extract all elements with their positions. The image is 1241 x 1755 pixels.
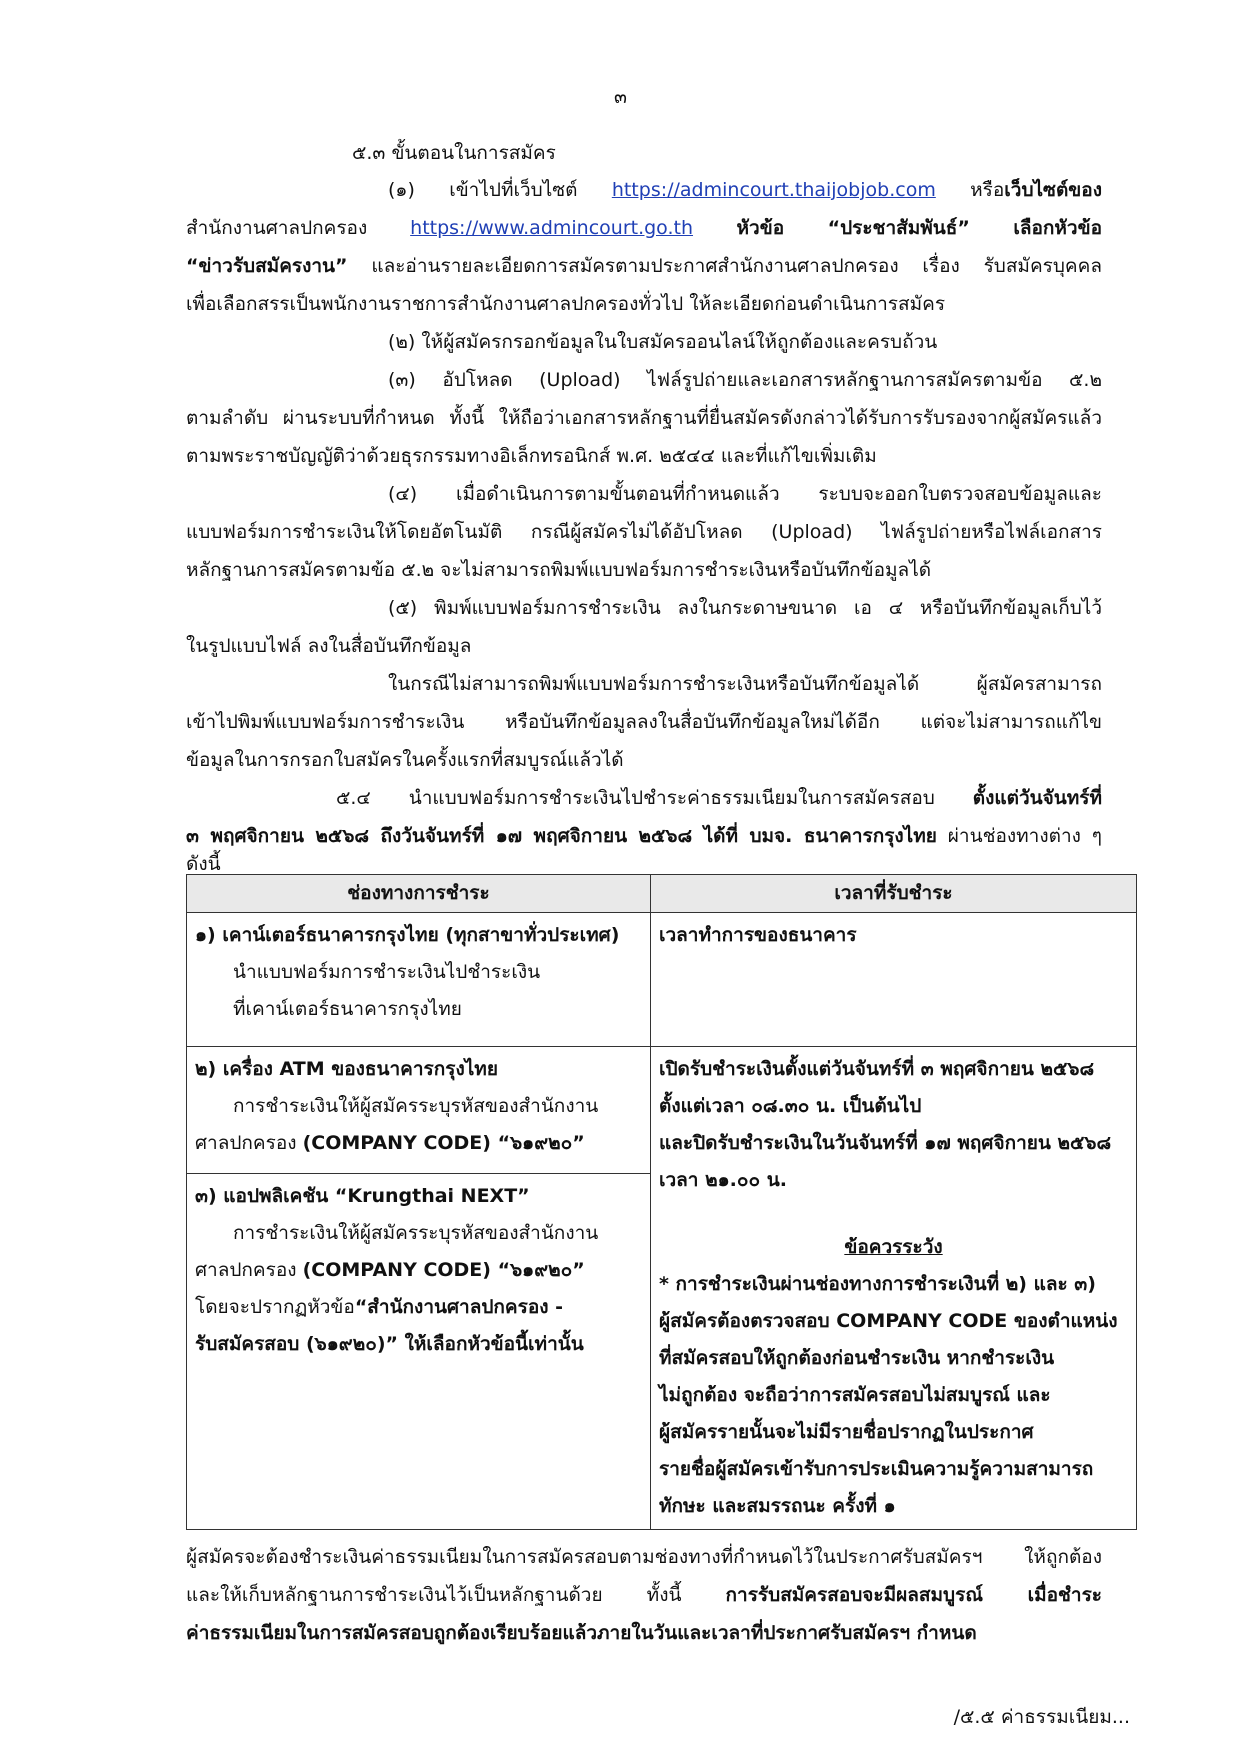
step4-line2: แบบฟอร์มการชำระเงินให้โดยอัตโนมัติ กรณีผู้สมัครไม่ได้อัปโหลด (Upload) ไฟล์รูปถ่ายหรือไฟล์เอกสาร xyxy=(186,521,1102,543)
time23-line3: และปิดรับชำระเงินในวันจันทร์ที่ ๑๗ พฤศจิกายน ๒๕๖๘ xyxy=(659,1132,1112,1154)
step5-line1: (๕) พิมพ์แบบฟอร์มการชำระเงิน ลงในกระดาษขนาด เอ ๔ หรือบันทึกข้อมูลเก็บไว้ xyxy=(388,597,1102,619)
time-atm-app-cell xyxy=(651,1047,1137,1530)
step1-line3 xyxy=(186,247,1102,285)
step4-line1: (๔) เมื่อดำเนินการตามขั้นตอนที่กำหนดแล้ว ระบบจะออกใบตรวจสอบข้อมูลและ xyxy=(388,483,1102,505)
row1-desc1: นำแบบฟอร์มการชำระเงินไปชำระเงิน xyxy=(233,961,541,983)
step1-line2 xyxy=(186,209,1102,247)
row3-desc3 xyxy=(195,1289,642,1326)
caution-line3: ที่สมัครสอบให้ถูกต้องก่อนชำระเงิน หากชำระเงิน xyxy=(659,1347,1055,1369)
step1-prefix: (๑) เข้าไปที่เว็บไซต์ xyxy=(388,179,612,201)
para54-line2-bold: ๓ พฤศจิกายน ๒๕๖๘ ถึงวันจันทร์ที่ ๑๗ พฤศจิกายน ๒๕๖๘ ได้ที่ บมจ. ธนาคารกรุงไทย xyxy=(186,825,937,847)
table-row xyxy=(187,1047,1137,1174)
row3-company-code: (COMPANY CODE) “๖๑๙๒๐” xyxy=(302,1259,585,1281)
step1-line2-bold: หัวข้อ “ประชาสัมพันธ์” เลือกหัวข้อ xyxy=(693,217,1102,239)
para54-line3: ดังนี้ xyxy=(186,853,221,875)
closing-line2 xyxy=(186,1576,1102,1614)
row1-time: เวลาทำการของธนาคาร xyxy=(659,924,857,946)
step3-line2: ตามลำดับ ผ่านระบบที่กำหนด ทั้งนี้ ให้ถือว่าเอกสารหลักฐานที่ยื่นสมัครดังกล่าวได้รับการรับรองจากผู้สมัครแล้ว xyxy=(186,407,1102,429)
para54-line1 xyxy=(336,779,1102,817)
step4-line3: หลักฐานการสมัครตามข้อ ๕.๒ จะไม่สามารถพิมพ์แบบฟอร์มการชำระเงินหรือบันทึกข้อมูลได้ xyxy=(186,559,932,581)
row3-desc2 xyxy=(195,1252,642,1289)
time23-line2: ตั้งแต่เวลา ๐๘.๓๐ น. เป็นต้นไป xyxy=(659,1095,922,1117)
payment-channel-table xyxy=(186,874,1137,1530)
row2-desc1: การชำระเงินให้ผู้สมัครระบุรหัสของสำนักงาน xyxy=(233,1095,599,1117)
row2-desc2-pre: ศาลปกครอง xyxy=(195,1132,303,1154)
step2: (๒) ให้ผู้สมัครกรอกข้อมูลในใบสมัครออนไลน์ให้ถูกต้องและครบถ้วน xyxy=(388,331,938,353)
row2-title: ๒) เครื่อง ATM ของธนาคารกรุงไทย xyxy=(195,1058,498,1080)
note-line2: เข้าไปพิมพ์แบบฟอร์มการชำระเงิน หรือบันทึกข้อมูลลงในสื่อบันทึกข้อมูลใหม่ได้อีก แต่จะไม่สามารถแก้ไข xyxy=(186,711,1102,733)
heading-5-3: ๕.๓ ขั้นตอนในการสมัคร xyxy=(352,142,556,164)
row1-desc2: ที่เคาน์เตอร์ธนาคารกรุงไทย xyxy=(233,998,462,1020)
time-counter-cell xyxy=(651,913,1137,1047)
step3-line1: (๓) อัปโหลด (Upload) ไฟล์รูปถ่ายและเอกสารหลักฐานการสมัครตามข้อ ๕.๒ xyxy=(388,369,1102,391)
step1-line4: เพื่อเลือกสรรเป็นพนักงานราชการสำนักงานศาลปกครองทั่วไป ให้ละเอียดก่อนดำเนินการสมัคร xyxy=(186,293,946,315)
row3-desc2-pre: ศาลปกครอง xyxy=(195,1259,303,1281)
caution-title: ข้อควรระวัง xyxy=(844,1236,943,1258)
admincourt-link[interactable]: https://www.admincourt.go.th xyxy=(410,217,694,239)
page-number: ๓ xyxy=(614,86,627,108)
row3-desc3-bold: “สำนักงานศาลปกครอง - xyxy=(354,1296,564,1318)
step1-line2-pre: สำนักงานศาลปกครอง xyxy=(186,217,411,239)
thaijobjob-link[interactable]: https://admincourt.thaijobjob.com xyxy=(611,179,936,201)
channel-app-cell xyxy=(187,1174,651,1530)
caution-line4: ไม่ถูกต้อง จะถือว่าการสมัครสอบไม่สมบูรณ์ และ xyxy=(659,1384,1051,1406)
step1-line3-rest: และอ่านรายละเอียดการสมัครตามประกาศสำนักงานศาลปกครอง เรื่อง รับสมัครบุคคล xyxy=(347,255,1102,277)
caution-line7: ทักษะ และสมรรถนะ ครั้งที่ ๑ xyxy=(659,1495,896,1517)
row2-desc2 xyxy=(195,1125,642,1162)
row3-desc4: รับสมัครสอบ (๖๑๙๒๐)” ให้เลือกหัวข้อนี้เท่านั้น xyxy=(195,1333,584,1355)
row3-title: ๓) แอปพลิเคชัน “Krungthai NEXT” xyxy=(195,1185,530,1207)
step5-line2: ในรูปแบบไฟล์ ลงในสื่อบันทึกข้อมูล xyxy=(186,635,472,657)
caution-line5: ผู้สมัครรายนั้นจะไม่มีรายชื่อปรากฏในประกาศ xyxy=(659,1421,1034,1443)
channel-counter-cell xyxy=(187,913,651,1047)
time23-line4: เวลา ๒๑.๐๐ น. xyxy=(659,1169,787,1191)
time23-line1: เปิดรับชำระเงินตั้งแต่วันจันทร์ที่ ๓ พฤศจิกายน ๒๕๖๘ xyxy=(659,1058,1095,1080)
step1-line1 xyxy=(388,171,1102,209)
row3-desc3-pre: โดยจะปรากฏหัวข้อ xyxy=(195,1296,355,1318)
closing-line2-bold: การรับสมัครสอบจะมีผลสมบูรณ์ เมื่อชำระ xyxy=(725,1584,1103,1606)
step3-line3: ตามพระราชบัญญัติว่าด้วยธุรกรรมทางอิเล็กทรอนิกส์ พ.ศ. ๒๕๔๔ และที่แก้ไขเพิ่มเติม xyxy=(186,445,877,467)
row3-desc1: การชำระเงินให้ผู้สมัครระบุรหัสของสำนักงาน xyxy=(233,1222,599,1244)
closing-line1: ผู้สมัครจะต้องชำระเงินค่าธรรมเนียมในการสมัครสอบตามช่องทางที่กำหนดไว้ในประกาศรับสมัครฯ ให้ถูกต้อง xyxy=(186,1546,1102,1568)
closing-line3: ค่าธรรมเนียมในการสมัครสอบถูกต้องเรียบร้อยแล้วภายในวันและเวลาที่ประกาศรับสมัครฯ กำหนด xyxy=(186,1622,977,1644)
closing-line2-pre: และให้เก็บหลักฐานการชำระเงินไว้เป็นหลักฐานด้วย ทั้งนี้ xyxy=(186,1584,726,1606)
step1-bold: เว็บไซต์ของ xyxy=(1004,179,1102,201)
note-line3: ข้อมูลในการกรอกใบสมัครในครั้งแรกที่สมบูรณ์แล้วได้ xyxy=(186,749,624,771)
header-time: เวลาที่รับชำระ xyxy=(651,875,1137,913)
header-channel: ช่องทางการชำระ xyxy=(187,875,651,913)
step1-line3-bold: “ข่าวรับสมัครงาน” xyxy=(186,255,348,277)
note-line1: ในกรณีไม่สามารถพิมพ์แบบฟอร์มการชำระเงินหรือบันทึกข้อมูลได้ ผู้สมัครสามารถ xyxy=(388,673,1102,695)
caution-line1: * การชำระเงินผ่านช่องทางการชำระเงินที่ ๒) และ ๓) xyxy=(659,1273,1096,1295)
para54-line1-bold: ตั้งแต่วันจันทร์ที่ xyxy=(972,787,1102,809)
step1-mid: หรือ xyxy=(935,179,1005,201)
row1-title: ๑) เคาน์เตอร์ธนาคารกรุงไทย (ทุกสาขาทั่วประเทศ) xyxy=(195,924,620,946)
caution-line6: รายชื่อผู้สมัครเข้ารับการประเมินความรู้ความสามารถ xyxy=(659,1458,1094,1480)
caution-line2: ผู้สมัครต้องตรวจสอบ COMPANY CODE ของตำแหน่ง xyxy=(659,1310,1118,1332)
para54-line2-rest: ผ่านช่องทางต่าง ๆ xyxy=(936,825,1102,847)
table-header-row xyxy=(187,875,1137,913)
footer-continuation: /๕.๕ ค่าธรรมเนียม... xyxy=(953,1706,1130,1728)
channel-atm-cell xyxy=(187,1047,651,1174)
table-row xyxy=(187,913,1137,1047)
para54-line1-pre: ๕.๔ นำแบบฟอร์มการชำระเงินไปชำระค่าธรรมเนียมในการสมัครสอบ xyxy=(336,787,973,809)
row2-company-code: (COMPANY CODE) “๖๑๙๒๐” xyxy=(302,1132,585,1154)
